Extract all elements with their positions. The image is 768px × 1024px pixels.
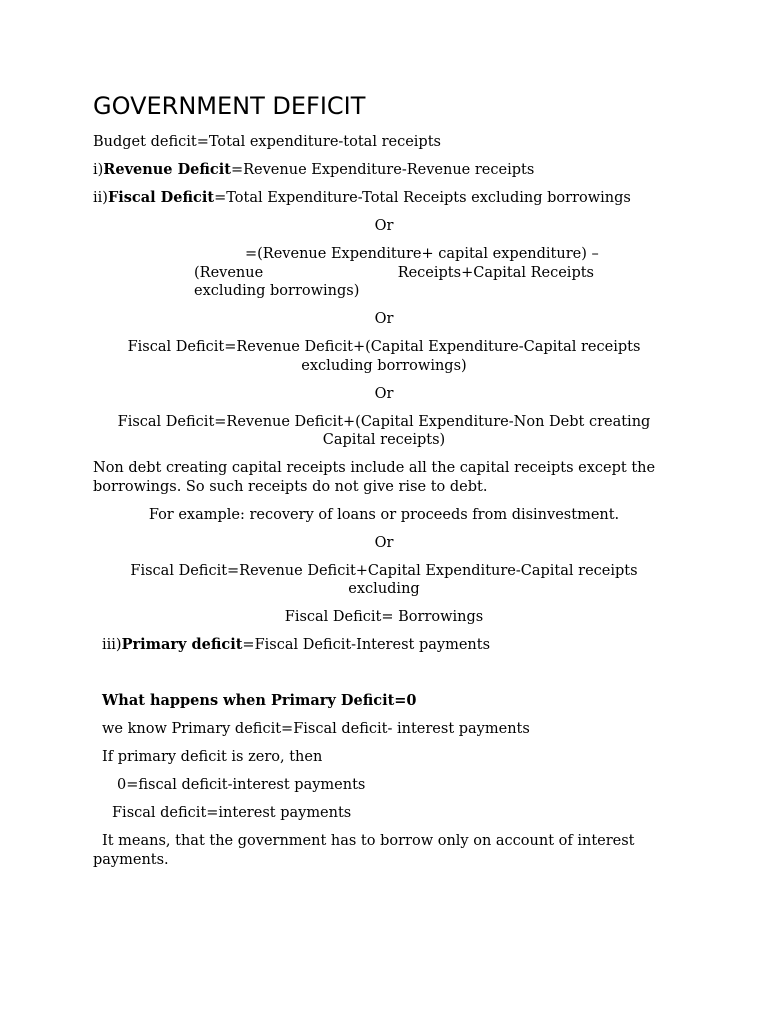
example-line: For example: recovery of loans or proceeds from disinvestment. (148, 506, 620, 523)
fiscal-equals-interest-line: Fiscal deficit=interest payments (112, 805, 352, 821)
fiscal-formula-2-line-1: Fiscal Deficit=Revenue Deficit+(Capital Expenditure-Capital receipts (127, 339, 641, 355)
fiscal-formula-4-line-1: Fiscal Deficit=Revenue Deficit+Capital Expenditure-Capital receipts (130, 562, 638, 579)
expanded-formula-line-1: =(Revenue Expenditure+ capital expenditure) – (245, 246, 599, 262)
or-separator-1: Or (374, 218, 394, 234)
fiscal-deficit-term: Fiscal Deficit (107, 189, 215, 206)
primary-deficit-prefix: iii) (102, 637, 122, 653)
revenue-deficit-term: Revenue Deficit (103, 161, 231, 178)
we-know-line: we know Primary deficit=Fiscal deficit- interest payments (102, 721, 530, 737)
fiscal-deficit-formula-2 (93, 338, 675, 375)
fiscal-formula-3-line-2: Capital receipts) (322, 432, 446, 448)
revenue-deficit-definition (93, 161, 675, 180)
page-title: GOVERNMENT DEFICIT (93, 92, 366, 120)
fiscal-deficit-expanded-formula (194, 245, 624, 301)
budget-deficit-definition: Budget deficit=Total expenditure-total receipts (93, 134, 441, 150)
what-happens-heading: What happens when Primary Deficit=0 (102, 692, 417, 709)
fiscal-deficit-formula: =Total Expenditure-Total Receipts excluding borrowings (214, 190, 631, 206)
expanded-formula-line-3: excluding borrowings) (194, 283, 360, 299)
fiscal-formula-3-line-1: Fiscal Deficit=Revenue Deficit+(Capital Expenditure-Non Debt creating (117, 413, 651, 430)
non-debt-receipts-paragraph: Non debt creating capital receipts include all the capital receipts except the borrowings. So such receipts do not give rise to debt. (93, 460, 656, 495)
revenue-deficit-prefix: i) (93, 162, 104, 178)
expanded-formula-line-2-left: (Revenue (194, 264, 264, 281)
expanded-formula-line-2 (194, 264, 594, 283)
document-page (93, 90, 675, 879)
section-heading (93, 692, 675, 711)
primary-deficit-formula: =Fiscal Deficit-Interest payments (242, 637, 491, 653)
primary-deficit-term: Primary deficit (121, 636, 243, 653)
or-separator-3: Or (374, 385, 394, 402)
if-zero-line: If primary deficit is zero, then (102, 749, 323, 765)
section-spacer (93, 664, 675, 692)
fiscal-deficit-prefix: ii) (93, 190, 108, 206)
or-separator-4: Or (374, 534, 394, 551)
fiscal-deficit-definition (93, 189, 675, 208)
fiscal-formula-2-line-2: excluding borrowings) (301, 357, 467, 374)
fiscal-deficit-borrowings: Fiscal Deficit= Borrowings (284, 609, 484, 625)
conclusion-paragraph: It means, that the government has to borrow only on account of interest payments. (93, 833, 635, 868)
fiscal-deficit-formula-3 (93, 413, 675, 450)
primary-deficit-definition (93, 636, 675, 655)
or-separator-2: Or (374, 311, 394, 327)
fiscal-deficit-formula-4 (93, 562, 675, 599)
fiscal-formula-4-line-2: excluding (348, 581, 420, 597)
zero-equation-line: 0=fiscal deficit-interest payments (117, 777, 366, 793)
revenue-deficit-formula: =Revenue Expenditure-Revenue receipts (230, 162, 535, 178)
expanded-formula-line-2-right: Receipts+Capital Receipts (397, 264, 594, 281)
